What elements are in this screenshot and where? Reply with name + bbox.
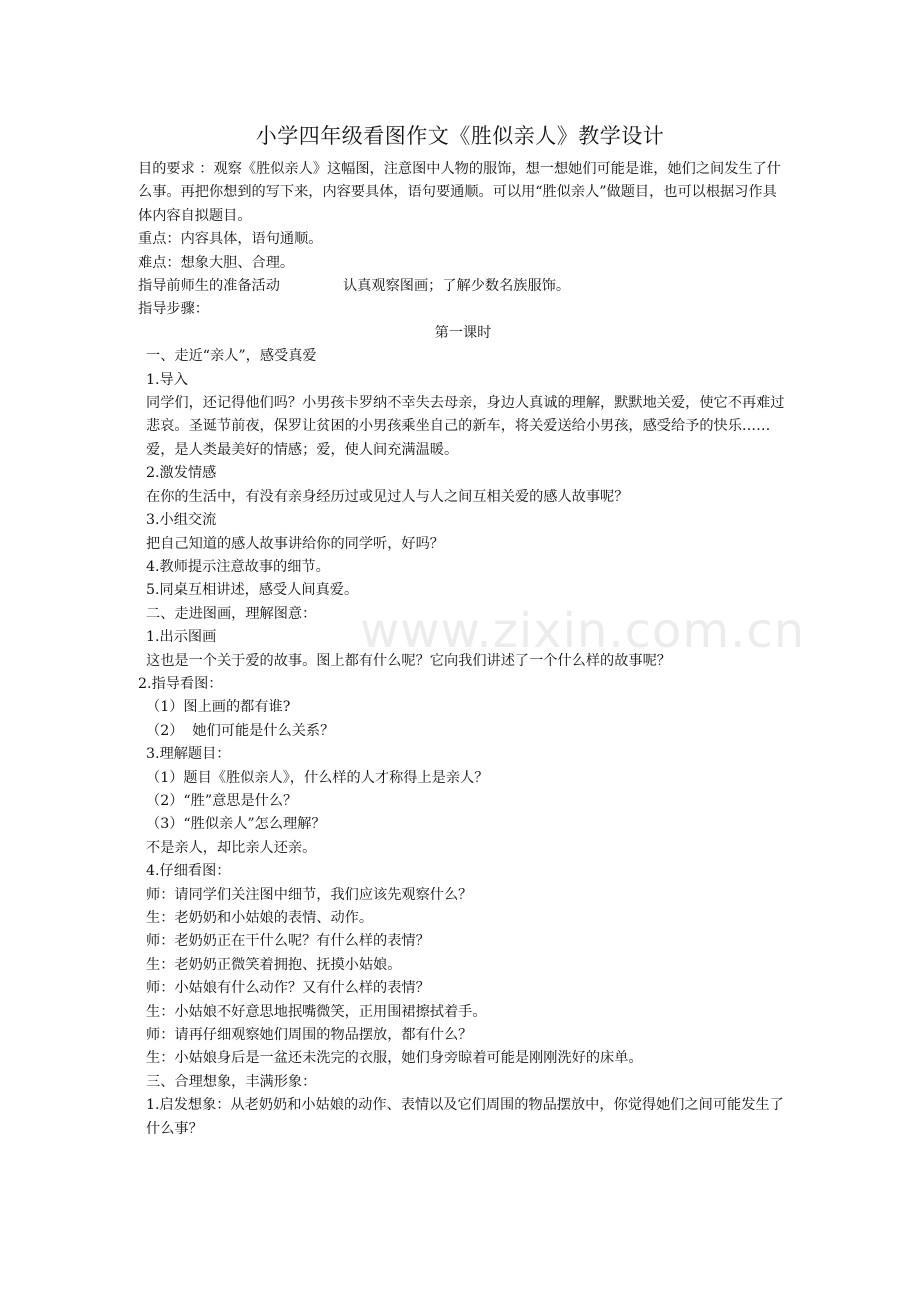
lesson-heading: 第一课时 (434, 324, 492, 341)
step-heading: 3.理解题目： (146, 746, 231, 763)
paragraph: 1.启发想象：从老奶奶和小姑娘的动作、表情以及它们周围的物品摆放中，你觉得她们之间可能发生了什么事？ (146, 1097, 784, 1137)
step-heading: 2.激发情感 (146, 465, 217, 482)
question-item: （2） 她们可能是什么关系？ (146, 722, 335, 739)
paragraph-objectives: 目的要求 ：观察《胜似亲人》这幅图，注意图中人物的服饰，想一想她们可能是谁，她们之间发生了什么事。再把你想到的写下来，内容要具体，语句要通顺。可以用“胜似亲人”做题目，也可以根据习作具体内容自拟题目。 (138, 161, 781, 224)
document-body (138, 158, 788, 1141)
section-heading-2: 二、走进图画，理解图意： (146, 605, 317, 622)
paragraph-key-points: 重点：内容具体，语句通顺。 (138, 231, 323, 248)
step-heading: 4.教师提示注意故事的细节。 (146, 558, 330, 575)
paragraph: 把自己知道的感人故事讲给你的同学听，好吗？ (146, 535, 444, 552)
step-heading: 3.小组交流 (146, 512, 217, 529)
dialogue-line: 师：老奶奶正在干什么呢？有什么样的表情？ (146, 933, 430, 950)
paragraph: 这也是一个关于爱的故事。图上都有什么呢？它向我们讲述了一个什么样的故事呢？ (146, 652, 671, 669)
dialogue-line: 师：小姑娘有什么动作？又有什么样的表情？ (146, 980, 430, 997)
step-heading: 1.出示图画 (146, 629, 217, 646)
question-item: （2）“胜”意思是什么？ (146, 792, 298, 809)
paragraph-difficulties: 难点：想象大胆、合理。 (138, 254, 295, 271)
paragraph-preparation: 指导前师生的准备活动 认真观察图画；了解少数名族服饰。 (138, 278, 571, 295)
question-item: （1）题目《胜似亲人》，什么样的人才称得上是亲人？ (146, 769, 489, 786)
section-heading-3: 三、合理想象，丰满形象： (146, 1073, 317, 1090)
dialogue-line: 生：老奶奶正微笑着拥抱、抚摸小姑娘。 (146, 956, 402, 973)
step-heading: 5.同桌互相讲述，感受人间真爱。 (146, 582, 359, 599)
section-heading-1: 一、走近“亲人”，感受真爱 (146, 348, 317, 365)
document-title: 小学四年级看图作文《胜似亲人》教学设计 (255, 124, 665, 148)
watermark: www.zixin.com.cn (360, 603, 806, 659)
step-heading: 1.导入 (146, 371, 188, 388)
question-item: （1）图上画的都有谁? (146, 699, 291, 716)
paragraph: 在你的生活中，有没有亲身经历过或见过人与人之间互相关爱的感人故事呢？ (146, 488, 629, 505)
dialogue-line: 师：请再仔细观察她们周围的物品摆放，都有什么？ (146, 1027, 473, 1044)
step-heading: 2.指导看图： (138, 675, 223, 692)
question-item: （3）“胜似亲人”怎么理解？ (146, 816, 326, 833)
dialogue-line: 师：请同学们关注图中细节，我们应该先观察什么？ (146, 886, 473, 903)
paragraph: 不是亲人，却比亲人还亲。 (146, 839, 317, 856)
paragraph-steps-heading: 指导步骤： (138, 301, 209, 318)
paragraph: 同学们，还记得他们吗？小男孩卡罗纳不幸失去母亲，身边人真诚的理解，默默地关爱，使它不再难过悲哀。圣诞节前夜，保罗让贫困的小男孩乘坐自己的新车，将关爱送给小男孩，感受给予的快乐……爱，是人类最美好的情感；爱，使人间充满温暖。 (146, 395, 785, 458)
dialogue-line: 生：老奶奶和小姑娘的表情、动作。 (146, 910, 374, 926)
dialogue-line: 生：小姑娘身后是一盆还未洗完的衣服，她们身旁晾着可能是刚刚洗好的床单。 (146, 1050, 643, 1067)
dialogue-line: 生：小姑娘不好意思地抿嘴微笑，正用围裙擦拭着手。 (146, 1003, 487, 1020)
step-heading: 4.仔细看图： (146, 863, 231, 880)
